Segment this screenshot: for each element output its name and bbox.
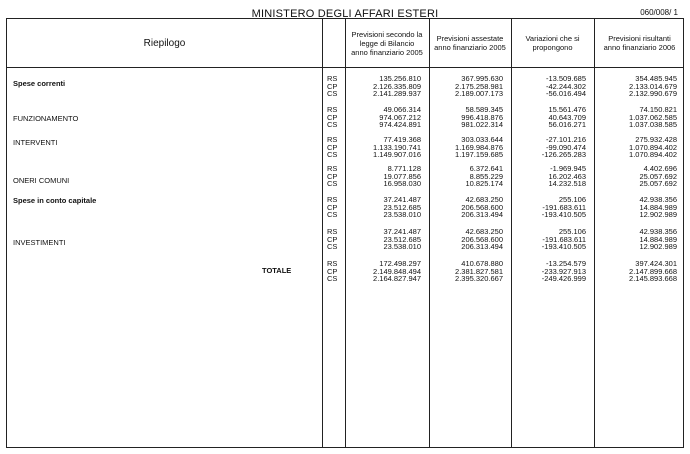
table-row — [7, 243, 685, 251]
value-cell: 2.126.335.809 — [373, 81, 421, 91]
table-row — [7, 180, 685, 188]
value-cell: 974.067.212 — [379, 112, 421, 122]
value-cell: 42.683.250 — [465, 195, 503, 204]
value-cell: 2.381.827.581 — [455, 266, 503, 276]
value-cell: 2.141.289.937 — [373, 89, 421, 99]
value-cell: -56.016.494 — [545, 89, 586, 99]
value-cell: 16.958.030 — [383, 179, 421, 189]
value-cell: 42.938.356 — [639, 195, 677, 204]
value-cell: 37.241.487 — [383, 195, 421, 204]
value-cell: 23.538.010 — [383, 210, 421, 220]
row-code: CP — [327, 81, 338, 91]
row-code: CS — [327, 242, 338, 252]
value-cell: 77.419.368 — [383, 135, 421, 144]
value-cell: 996.418.876 — [461, 112, 503, 122]
value-cell: 16.202.463 — [548, 171, 586, 181]
header-col1: Previsioni secondo la legge di Bilancio anno finanziario 2005 — [351, 29, 423, 57]
row-code: RS — [327, 164, 338, 173]
document-title: MINISTERO DEGLI AFFARI ESTERI — [251, 8, 439, 20]
header-riepilogo: Riepilogo — [143, 37, 186, 49]
row-code: CP — [327, 142, 338, 152]
value-cell: 40.643.709 — [548, 112, 586, 122]
row-code: CP — [327, 266, 338, 276]
value-cell: -233.927.913 — [541, 266, 586, 276]
value-cell: 2.145.893.668 — [629, 274, 677, 284]
value-cell: 8.855.229 — [469, 171, 503, 181]
row-code: RS — [327, 227, 338, 236]
row-code: CP — [327, 112, 338, 122]
value-cell: 1.070.894.402 — [629, 150, 677, 160]
value-cell: 255.106 — [558, 195, 586, 204]
table-row — [7, 90, 685, 98]
value-cell: 981.022.314 — [461, 120, 503, 130]
header-col3: Variazioni che si propongono — [525, 34, 580, 52]
table-row — [7, 121, 685, 129]
value-cell: 354.485.945 — [635, 74, 677, 83]
row-code: CP — [327, 234, 338, 244]
value-cell: 23.512.685 — [383, 234, 421, 244]
table-row — [7, 211, 685, 219]
value-cell: 58.589.345 — [465, 105, 503, 114]
row-code: CP — [327, 171, 338, 181]
section-label: TOTALE — [262, 266, 292, 275]
value-cell: -126.265.283 — [541, 150, 586, 160]
value-cell: 19.077.856 — [383, 171, 421, 181]
value-cell: 2.147.899.668 — [629, 266, 677, 276]
value-cell: 4.402.696 — [643, 164, 677, 173]
header-col4: Previsioni risultanti anno finanziario 2006 — [603, 34, 676, 52]
header-divider — [7, 67, 683, 68]
row-code: RS — [327, 195, 338, 204]
value-cell: 2.132.990.679 — [629, 89, 677, 99]
section-label: Spese correnti — [13, 79, 66, 88]
value-cell: 1.037.062.585 — [629, 112, 677, 122]
row-code: RS — [327, 135, 338, 144]
value-cell: 367.995.630 — [461, 74, 503, 83]
value-cell: 275.932.428 — [635, 135, 677, 144]
row-code: RS — [327, 105, 338, 114]
row-code: CS — [327, 210, 338, 220]
value-cell: 25.057.692 — [639, 171, 677, 181]
value-cell: -13.254.579 — [545, 259, 586, 268]
value-cell: 1.133.190.741 — [373, 142, 421, 152]
section-label: ONERI COMUNI — [13, 176, 70, 185]
value-cell: 56.016.271 — [548, 120, 586, 130]
value-cell: 6.372.641 — [469, 164, 503, 173]
value-cell: 25.057.692 — [639, 179, 677, 189]
value-cell: 2.149.848.494 — [373, 266, 421, 276]
value-cell: -99.090.474 — [545, 142, 586, 152]
value-cell: 1.037.038.585 — [629, 120, 677, 130]
value-cell: 2.395.320.667 — [455, 274, 503, 284]
row-code: RS — [327, 74, 338, 83]
value-cell: 2.164.827.947 — [373, 274, 421, 284]
value-cell: 974.424.891 — [379, 120, 421, 130]
value-cell: -191.683.611 — [542, 202, 586, 212]
value-cell: 2.175.258.981 — [455, 81, 503, 91]
value-cell: 135.256.810 — [379, 74, 421, 83]
value-cell: 12.902.989 — [639, 210, 677, 220]
row-code: CP — [327, 202, 338, 212]
value-cell: 42.938.356 — [639, 227, 677, 236]
value-cell: 2.133.014.679 — [629, 81, 677, 91]
row-code: CS — [327, 89, 338, 99]
value-cell: 10.825.174 — [465, 179, 503, 189]
value-cell: 410.678.880 — [461, 259, 503, 268]
value-cell: 172.498.297 — [379, 259, 421, 268]
value-cell: 14.232.518 — [548, 179, 586, 189]
header-col2: Previsioni assestate anno finanziario 2005 — [434, 34, 506, 52]
value-cell: 303.033.644 — [461, 135, 503, 144]
value-cell: 74.150.821 — [639, 105, 677, 114]
value-cell: 14.884.989 — [639, 234, 677, 244]
value-cell: 255.106 — [558, 227, 586, 236]
value-cell: 12.902.989 — [639, 242, 677, 252]
value-cell: 1.197.159.685 — [455, 150, 503, 160]
value-cell: 15.561.476 — [548, 105, 586, 114]
row-code: CS — [327, 150, 338, 160]
value-cell: 37.241.487 — [383, 227, 421, 236]
page-code: 060/008/ 1 — [640, 8, 678, 17]
value-cell: -27.101.216 — [545, 135, 586, 144]
value-cell: 206.313.494 — [461, 242, 503, 252]
table-row — [7, 275, 685, 283]
value-cell: -1.969.945 — [550, 164, 586, 173]
row-code: CS — [327, 179, 338, 189]
value-cell: 2.189.007.173 — [455, 89, 503, 99]
value-cell: 397.424.301 — [635, 259, 677, 268]
row-code: RS — [327, 259, 338, 268]
row-code: CS — [327, 120, 338, 130]
section-label: INVESTIMENTI — [13, 238, 66, 247]
value-cell: -13.509.685 — [545, 74, 586, 83]
value-cell: 1.149.907.016 — [373, 150, 421, 160]
value-cell: 23.512.685 — [383, 202, 421, 212]
value-cell: 206.313.494 — [461, 210, 503, 220]
row-code: CS — [327, 274, 338, 284]
section-label: FUNZIONAMENTO — [13, 114, 79, 123]
value-cell: 206.568.600 — [461, 234, 503, 244]
value-cell: 49.066.314 — [383, 105, 421, 114]
value-cell: 23.538.010 — [383, 242, 421, 252]
value-cell: -42.244.302 — [545, 81, 586, 91]
value-cell: -191.683.611 — [542, 234, 586, 244]
section-label: Spese in conto capitale — [13, 196, 97, 205]
value-cell: 1.070.894.402 — [629, 142, 677, 152]
value-cell: 1.169.984.876 — [455, 142, 503, 152]
value-cell: -249.426.999 — [541, 274, 586, 284]
table-row — [7, 151, 685, 159]
value-cell: 42.683.250 — [465, 227, 503, 236]
section-label: INTERVENTI — [13, 138, 58, 147]
report-table — [6, 18, 684, 448]
value-cell: -193.410.505 — [541, 242, 586, 252]
value-cell: -193.410.505 — [541, 210, 586, 220]
value-cell: 14.884.989 — [639, 202, 677, 212]
value-cell: 206.568.600 — [461, 202, 503, 212]
value-cell: 8.771.128 — [387, 164, 421, 173]
